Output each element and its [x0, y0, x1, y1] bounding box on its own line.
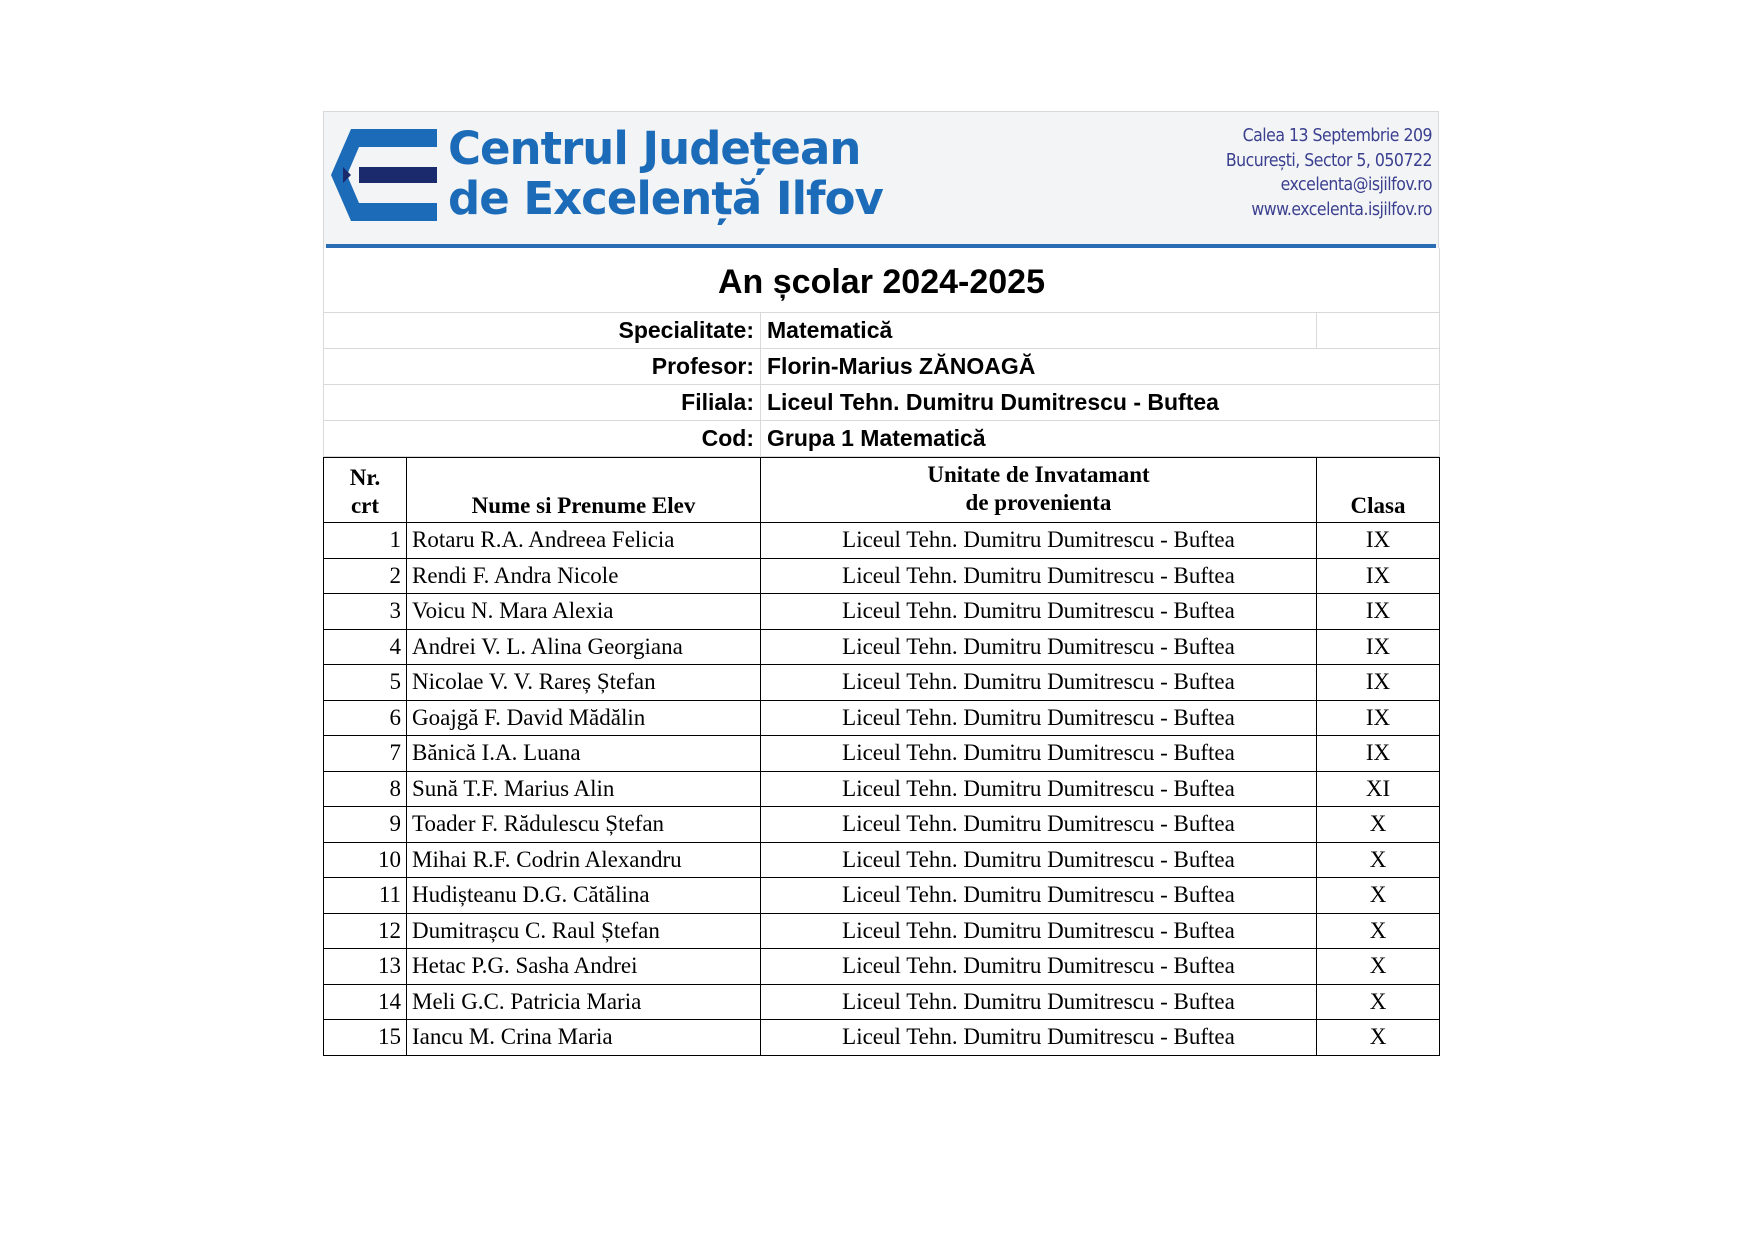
row-school: Liceul Tehn. Dumitru Dumitrescu - Buftea — [761, 913, 1317, 949]
row-class: X — [1317, 1020, 1440, 1056]
specialty-label: Specialitate: — [324, 313, 761, 349]
row-student-name: Meli G.C. Patricia Maria — [407, 984, 761, 1020]
specialty-value: Matematică — [761, 313, 1317, 349]
row-student-name: Dumitrașcu C. Raul Ștefan — [407, 913, 761, 949]
row-class: X — [1317, 913, 1440, 949]
cje-logo-icon — [329, 127, 439, 223]
contact-website: www.excelenta.isjilfov.ro — [1251, 199, 1432, 220]
row-school: Liceul Tehn. Dumitru Dumitrescu - Buftea — [761, 523, 1317, 559]
header-school-line-1: Unitate de Invatamant — [927, 462, 1150, 487]
header-nr-line-2: crt — [350, 493, 380, 518]
table-row — [324, 1020, 1440, 1056]
row-student-name: Sună T.F. Marius Alin — [407, 771, 761, 807]
table-row — [324, 558, 1440, 594]
row-school: Liceul Tehn. Dumitru Dumitrescu - Buftea — [761, 842, 1317, 878]
row-nr: 14 — [324, 984, 407, 1020]
row-school: Liceul Tehn. Dumitru Dumitrescu - Buftea — [761, 594, 1317, 630]
teacher-value: Florin-Marius ZĂNOAGĂ — [761, 349, 1440, 385]
row-student-name: Toader F. Rădulescu Ștefan — [407, 807, 761, 843]
row-student-name: Goajgă F. David Mădălin — [407, 700, 761, 736]
row-class: IX — [1317, 594, 1440, 630]
row-nr: 11 — [324, 878, 407, 914]
row-nr: 15 — [324, 1020, 407, 1056]
table-row — [324, 807, 1440, 843]
row-student-name: Nicolae V. V. Rareș Ștefan — [407, 665, 761, 701]
empty-cell — [1317, 313, 1440, 349]
table-row — [324, 984, 1440, 1020]
row-nr: 8 — [324, 771, 407, 807]
row-school: Liceul Tehn. Dumitru Dumitrescu - Buftea — [761, 700, 1317, 736]
row-school: Liceul Tehn. Dumitru Dumitrescu - Buftea — [761, 771, 1317, 807]
info-grid — [323, 248, 1440, 457]
row-student-name: Bănică I.A. Luana — [407, 736, 761, 772]
table-row — [324, 629, 1440, 665]
table-row — [324, 523, 1440, 559]
table-header-row — [324, 458, 1440, 523]
header-school — [761, 458, 1317, 523]
row-school: Liceul Tehn. Dumitru Dumitrescu - Buftea — [761, 629, 1317, 665]
row-nr: 13 — [324, 949, 407, 985]
row-nr: 4 — [324, 629, 407, 665]
students-table — [323, 457, 1440, 1056]
logo-wordmark — [448, 124, 883, 224]
row-nr: 10 — [324, 842, 407, 878]
row-school: Liceul Tehn. Dumitru Dumitrescu - Buftea — [761, 665, 1317, 701]
document-sheet — [323, 111, 1439, 1056]
row-nr: 1 — [324, 523, 407, 559]
row-class: IX — [1317, 700, 1440, 736]
teacher-label: Profesor: — [324, 349, 761, 385]
contact-address-city: București, Sector 5, 050722 — [1225, 150, 1432, 171]
row-student-name: Rotaru R.A. Andreea Felicia — [407, 523, 761, 559]
row-class: X — [1317, 842, 1440, 878]
row-class: IX — [1317, 736, 1440, 772]
table-row — [324, 771, 1440, 807]
row-school: Liceul Tehn. Dumitru Dumitrescu - Buftea — [761, 736, 1317, 772]
school-year-title: An școlar 2024-2025 — [324, 248, 1440, 313]
table-row — [324, 700, 1440, 736]
row-class: X — [1317, 949, 1440, 985]
row-class: X — [1317, 807, 1440, 843]
header-school-line-2: de provenienta — [965, 490, 1112, 515]
row-class: X — [1317, 984, 1440, 1020]
table-row — [324, 949, 1440, 985]
row-nr: 12 — [324, 913, 407, 949]
row-nr: 5 — [324, 665, 407, 701]
row-student-name: Hetac P.G. Sasha Andrei — [407, 949, 761, 985]
row-school: Liceul Tehn. Dumitru Dumitrescu - Buftea — [761, 558, 1317, 594]
row-nr: 9 — [324, 807, 407, 843]
header-class: Clasa — [1317, 458, 1440, 523]
row-school: Liceul Tehn. Dumitru Dumitrescu - Buftea — [761, 878, 1317, 914]
row-student-name: Mihai R.F. Codrin Alexandru — [407, 842, 761, 878]
row-nr: 6 — [324, 700, 407, 736]
row-student-name: Andrei V. L. Alina Georgiana — [407, 629, 761, 665]
row-nr: 7 — [324, 736, 407, 772]
contact-email: excelenta@isjilfov.ro — [1280, 175, 1432, 195]
logo-line-1: Centrul Județean — [448, 122, 861, 175]
row-school: Liceul Tehn. Dumitru Dumitrescu - Buftea — [761, 1020, 1317, 1056]
code-label: Cod: — [324, 421, 761, 457]
table-row — [324, 665, 1440, 701]
row-school: Liceul Tehn. Dumitru Dumitrescu - Buftea — [761, 807, 1317, 843]
branch-label: Filiala: — [324, 385, 761, 421]
table-row — [324, 913, 1440, 949]
header-name: Nume si Prenume Elev — [407, 458, 761, 523]
contact-block — [1226, 124, 1432, 222]
row-student-name: Iancu M. Crina Maria — [407, 1020, 761, 1056]
row-student-name: Rendi F. Andra Nicole — [407, 558, 761, 594]
row-class: IX — [1317, 665, 1440, 701]
row-class: IX — [1317, 523, 1440, 559]
logo-line-2: de Excelență Ilfov — [448, 172, 883, 225]
row-class: IX — [1317, 558, 1440, 594]
row-nr: 3 — [324, 594, 407, 630]
row-school: Liceul Tehn. Dumitru Dumitrescu - Buftea — [761, 949, 1317, 985]
code-value: Grupa 1 Matematică — [761, 421, 1440, 457]
branch-value: Liceul Tehn. Dumitru Dumitrescu - Buftea — [761, 385, 1440, 421]
row-school: Liceul Tehn. Dumitru Dumitrescu - Buftea — [761, 984, 1317, 1020]
header-banner — [323, 111, 1439, 248]
row-nr: 2 — [324, 558, 407, 594]
row-class: IX — [1317, 629, 1440, 665]
row-student-name: Voicu N. Mara Alexia — [407, 594, 761, 630]
row-class: XI — [1317, 771, 1440, 807]
contact-address-street: Calea 13 Septembrie 209 — [1242, 126, 1432, 146]
table-row — [324, 594, 1440, 630]
table-row — [324, 842, 1440, 878]
row-student-name: Hudișteanu D.G. Cătălina — [407, 878, 761, 914]
table-row — [324, 878, 1440, 914]
header-nr-line-1: Nr. — [349, 465, 381, 490]
header-rule — [326, 244, 1436, 248]
row-class: X — [1317, 878, 1440, 914]
table-row — [324, 736, 1440, 772]
header-nr — [324, 458, 407, 523]
